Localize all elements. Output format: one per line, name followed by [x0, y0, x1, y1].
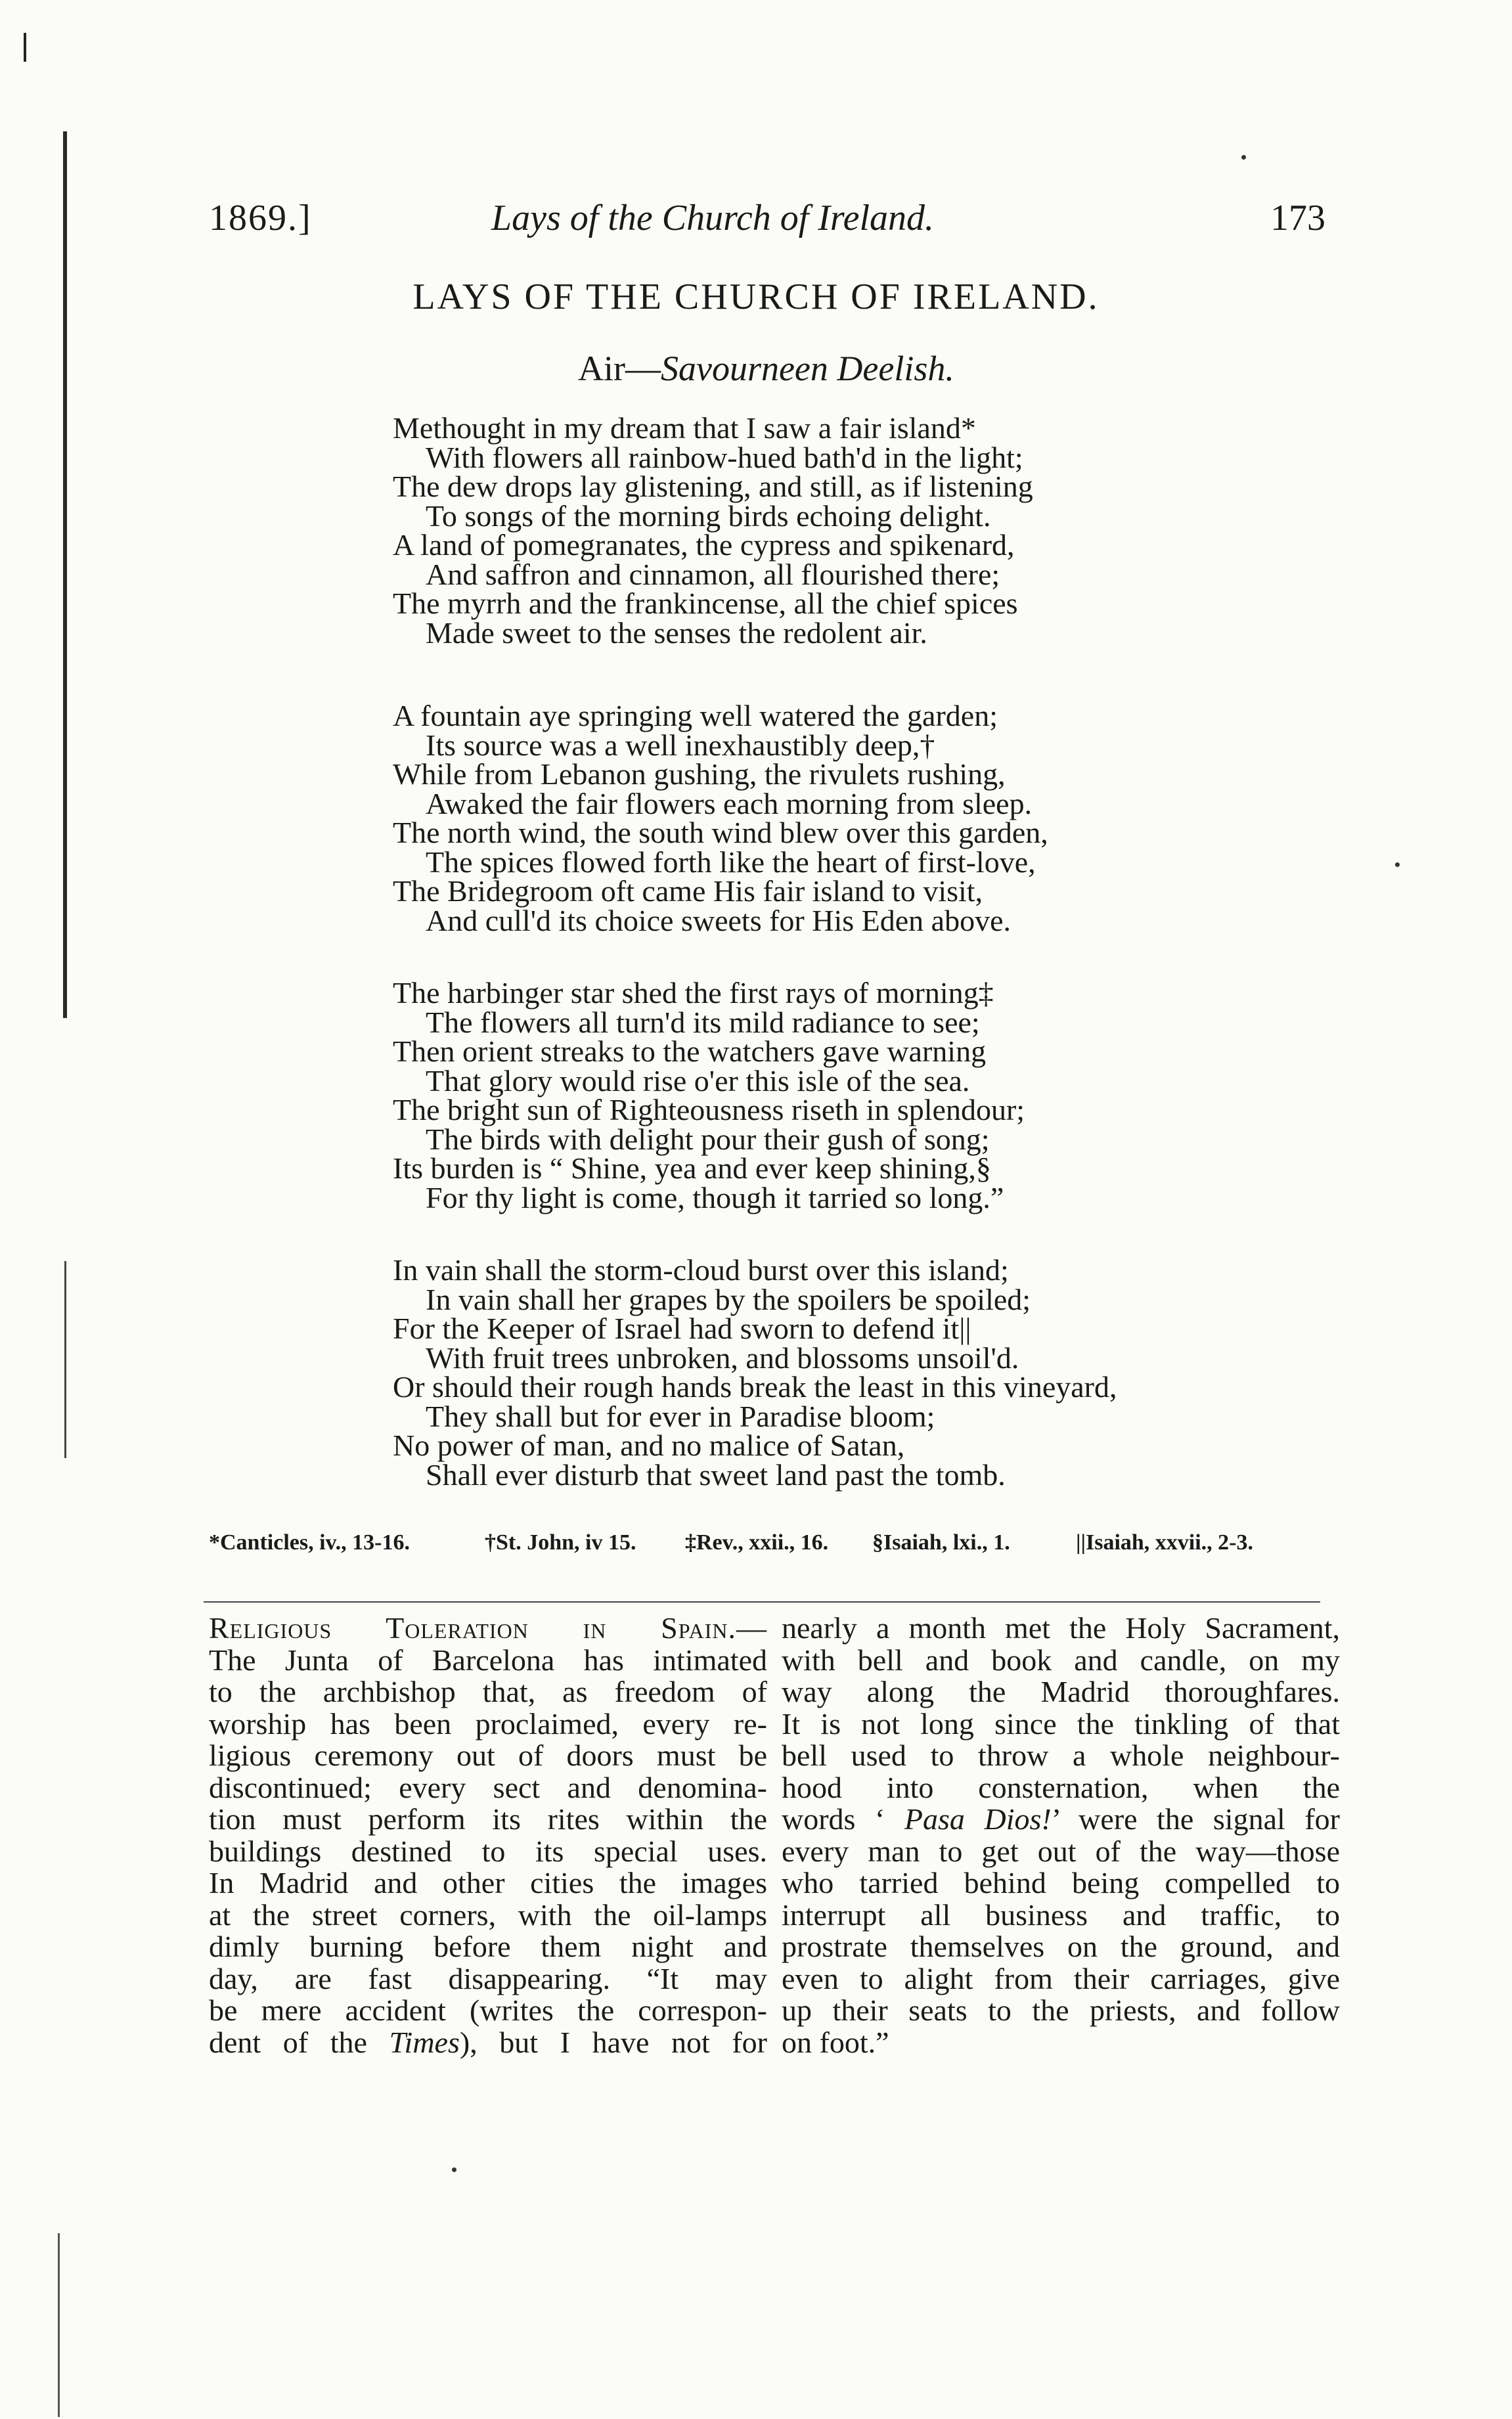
- quoted-phrase: Pasa Dios!: [904, 1802, 1052, 1836]
- poem-line: To songs of the morning birds echoing delight.: [426, 499, 991, 533]
- poem-title: LAYS OF THE CHURCH OF IRELAND.: [412, 277, 1100, 317]
- article-line: be mere accident (writes the correspon-: [209, 1993, 767, 2027]
- article-line: prostrate themselves on the ground, and: [782, 1930, 1340, 1963]
- poem-line: The birds with delight pour their gush of song;: [426, 1122, 990, 1156]
- poem-line: Its burden is “ Shine, yea and ever keep shining,§: [393, 1151, 991, 1185]
- article-line: way along the Madrid thoroughfares.: [782, 1675, 1340, 1708]
- poem-line: For thy light is come, though it tarried so long.”: [426, 1180, 1004, 1214]
- running-header: [209, 197, 1325, 250]
- poem-line: The flowers all turn'd its mild radiance to see;: [426, 1005, 980, 1039]
- ink-speck: [1241, 155, 1246, 160]
- poem-line: Or should their rough hands break the least in this vineyard,: [393, 1370, 1117, 1404]
- article-text: ’ were the signal for: [1051, 1802, 1340, 1836]
- stanza: [393, 976, 1378, 1214]
- margin-mark: [24, 33, 26, 62]
- poem-line: The spices flowed forth like the heart of first-love,: [426, 845, 1036, 879]
- footnote: †St. John, iv 15.: [485, 1530, 636, 1555]
- poem-line: Made sweet to the senses the redolent air.: [426, 615, 927, 650]
- article-line: worship has been proclaimed, every re-: [209, 1706, 767, 1741]
- article-line: every man to get out of the way—those: [782, 1834, 1340, 1868]
- binding-edge: [64, 1261, 66, 1458]
- stanza: [393, 701, 1378, 935]
- article-column-left: [209, 1612, 767, 2058]
- air-prefix: Air—: [578, 349, 661, 388]
- article-text: dent of the: [209, 2025, 389, 2059]
- article-line: bell used to throw a whole neighbour-: [782, 1739, 1340, 1772]
- article-line: on foot.”: [782, 2025, 889, 2059]
- poem-line: The north wind, the south wind blew over this garden,: [393, 816, 1048, 849]
- article-line: to the archbishop that, as freedom of: [209, 1675, 767, 1708]
- article-line: In Madrid and other cities the images: [209, 1866, 767, 1899]
- poem-line: In vain shall her grapes by the spoilers be spoiled;: [426, 1282, 1031, 1316]
- ink-speck: [452, 2167, 456, 2172]
- poem-line: In vain shall the storm-cloud burst over this island;: [393, 1253, 1009, 1287]
- poem-line: That glory would rise o'er this isle of the sea.: [426, 1063, 970, 1098]
- header-title: Lays of the Church of Ireland.: [491, 198, 935, 238]
- article-line: at the street corners, with the oil-lamps: [209, 1897, 767, 1932]
- poem-line: And cull'd its choice sweets for His Eden above.: [426, 903, 1012, 937]
- binding-edge: [63, 131, 67, 1018]
- binding-edge: [58, 2233, 60, 2417]
- poem-line: The Bridegroom oft came His fair island to visit,: [393, 874, 983, 908]
- article-line: buildings destined to its special uses.: [209, 1834, 767, 1868]
- poem-line: And saffron and cinnamon, all flourished there;: [426, 557, 1000, 591]
- article-line: nearly a month met the Holy Sacrament,: [782, 1611, 1340, 1645]
- poem-line: Awaked the fair flowers each morning from sleep.: [426, 786, 1033, 820]
- article-line: ligious ceremony out of doors must be: [209, 1739, 767, 1772]
- footnote: ||Isaiah, xxvii., 2-3.: [1076, 1530, 1254, 1555]
- footnote: *Canticles, iv., 13-16.: [209, 1530, 410, 1555]
- poem-line: The myrrh and the frankincense, all the chief spices: [393, 587, 1018, 620]
- air-name: Savourneen Deelish.: [660, 349, 954, 388]
- footnote: ‡Rev., xxii., 16.: [685, 1530, 829, 1555]
- article-line: who tarried behind being compelled to: [782, 1866, 1340, 1899]
- section-divider: [204, 1601, 1320, 1603]
- newspaper-name: Times: [389, 2025, 460, 2059]
- page-number: 173: [1270, 198, 1325, 238]
- article-line: tion must perform its rites within the: [209, 1802, 767, 1836]
- article-text: ), but I have not for: [459, 2025, 768, 2059]
- poem-line: For the Keeper of Israel had sworn to defend it||: [393, 1312, 971, 1345]
- footnotes: [209, 1530, 1325, 1563]
- header-year: 1869.]: [209, 198, 312, 238]
- poem-line: No power of man, and no malice of Satan,: [393, 1429, 905, 1462]
- air-line: [578, 348, 954, 389]
- article-line: day, are fast disappearing. “It may: [209, 1961, 767, 1995]
- ink-speck: [1395, 862, 1400, 867]
- article-text: words ‘: [782, 1802, 904, 1836]
- article-line: It is not long since the tinkling of that: [782, 1706, 1340, 1741]
- poem-line: The bright sun of Righteousness riseth in splendour;: [393, 1093, 1025, 1126]
- poem-line: The harbinger star shed the first rays of morning‡: [393, 976, 994, 1010]
- article-column-right: [782, 1612, 1340, 2058]
- article-line: dimly burning before them night and: [209, 1930, 767, 1963]
- article-line: discontinued; every sect and denomina-: [209, 1770, 767, 1804]
- article-line: interrupt all business and traffic, to: [782, 1897, 1340, 1932]
- article-line: hood into consternation, when the: [782, 1770, 1340, 1804]
- article-line: with bell and book and candle, on my: [782, 1643, 1340, 1677]
- poem-line: A land of pomegranates, the cypress and spikenard,: [393, 528, 1015, 562]
- article-line: even to alight from their carriages, give: [782, 1961, 1340, 1995]
- poem-line: The dew drops lay glistening, and still, as if listening: [393, 470, 1033, 503]
- article-headline: Religious Toleration in Spain.—: [209, 1611, 767, 1645]
- poem-line: They shall but for ever in Paradise bloom;: [426, 1399, 935, 1433]
- article-line: up their seats to the priests, and follow: [782, 1993, 1340, 2027]
- article-line: The Junta of Barcelona has intimated: [209, 1643, 767, 1677]
- poem-line: Then orient streaks to the watchers gave warning: [393, 1034, 987, 1068]
- poem-line: With flowers all rainbow-hued bath'd in the light;: [426, 440, 1023, 474]
- poem-line: With fruit trees unbroken, and blossoms unsoil'd.: [426, 1341, 1019, 1375]
- poem-line: A fountain aye springing well watered the garden;: [393, 699, 998, 732]
- stanza: [393, 1253, 1378, 1492]
- poem-line: While from Lebanon gushing, the rivulets rushing,: [393, 757, 1006, 791]
- poem-line: Methought in my dream that I saw a fair island*: [393, 411, 976, 445]
- poem-line: Shall ever disturb that sweet land past the tomb.: [426, 1457, 1006, 1492]
- article-line: [782, 1804, 1340, 1836]
- stanza: [393, 411, 1378, 650]
- footnote: §Isaiah, lxi., 1.: [872, 1530, 1010, 1555]
- poem-line: Its source was a well inexhaustibly deep,†: [426, 728, 935, 762]
- article-line: [209, 2027, 767, 2059]
